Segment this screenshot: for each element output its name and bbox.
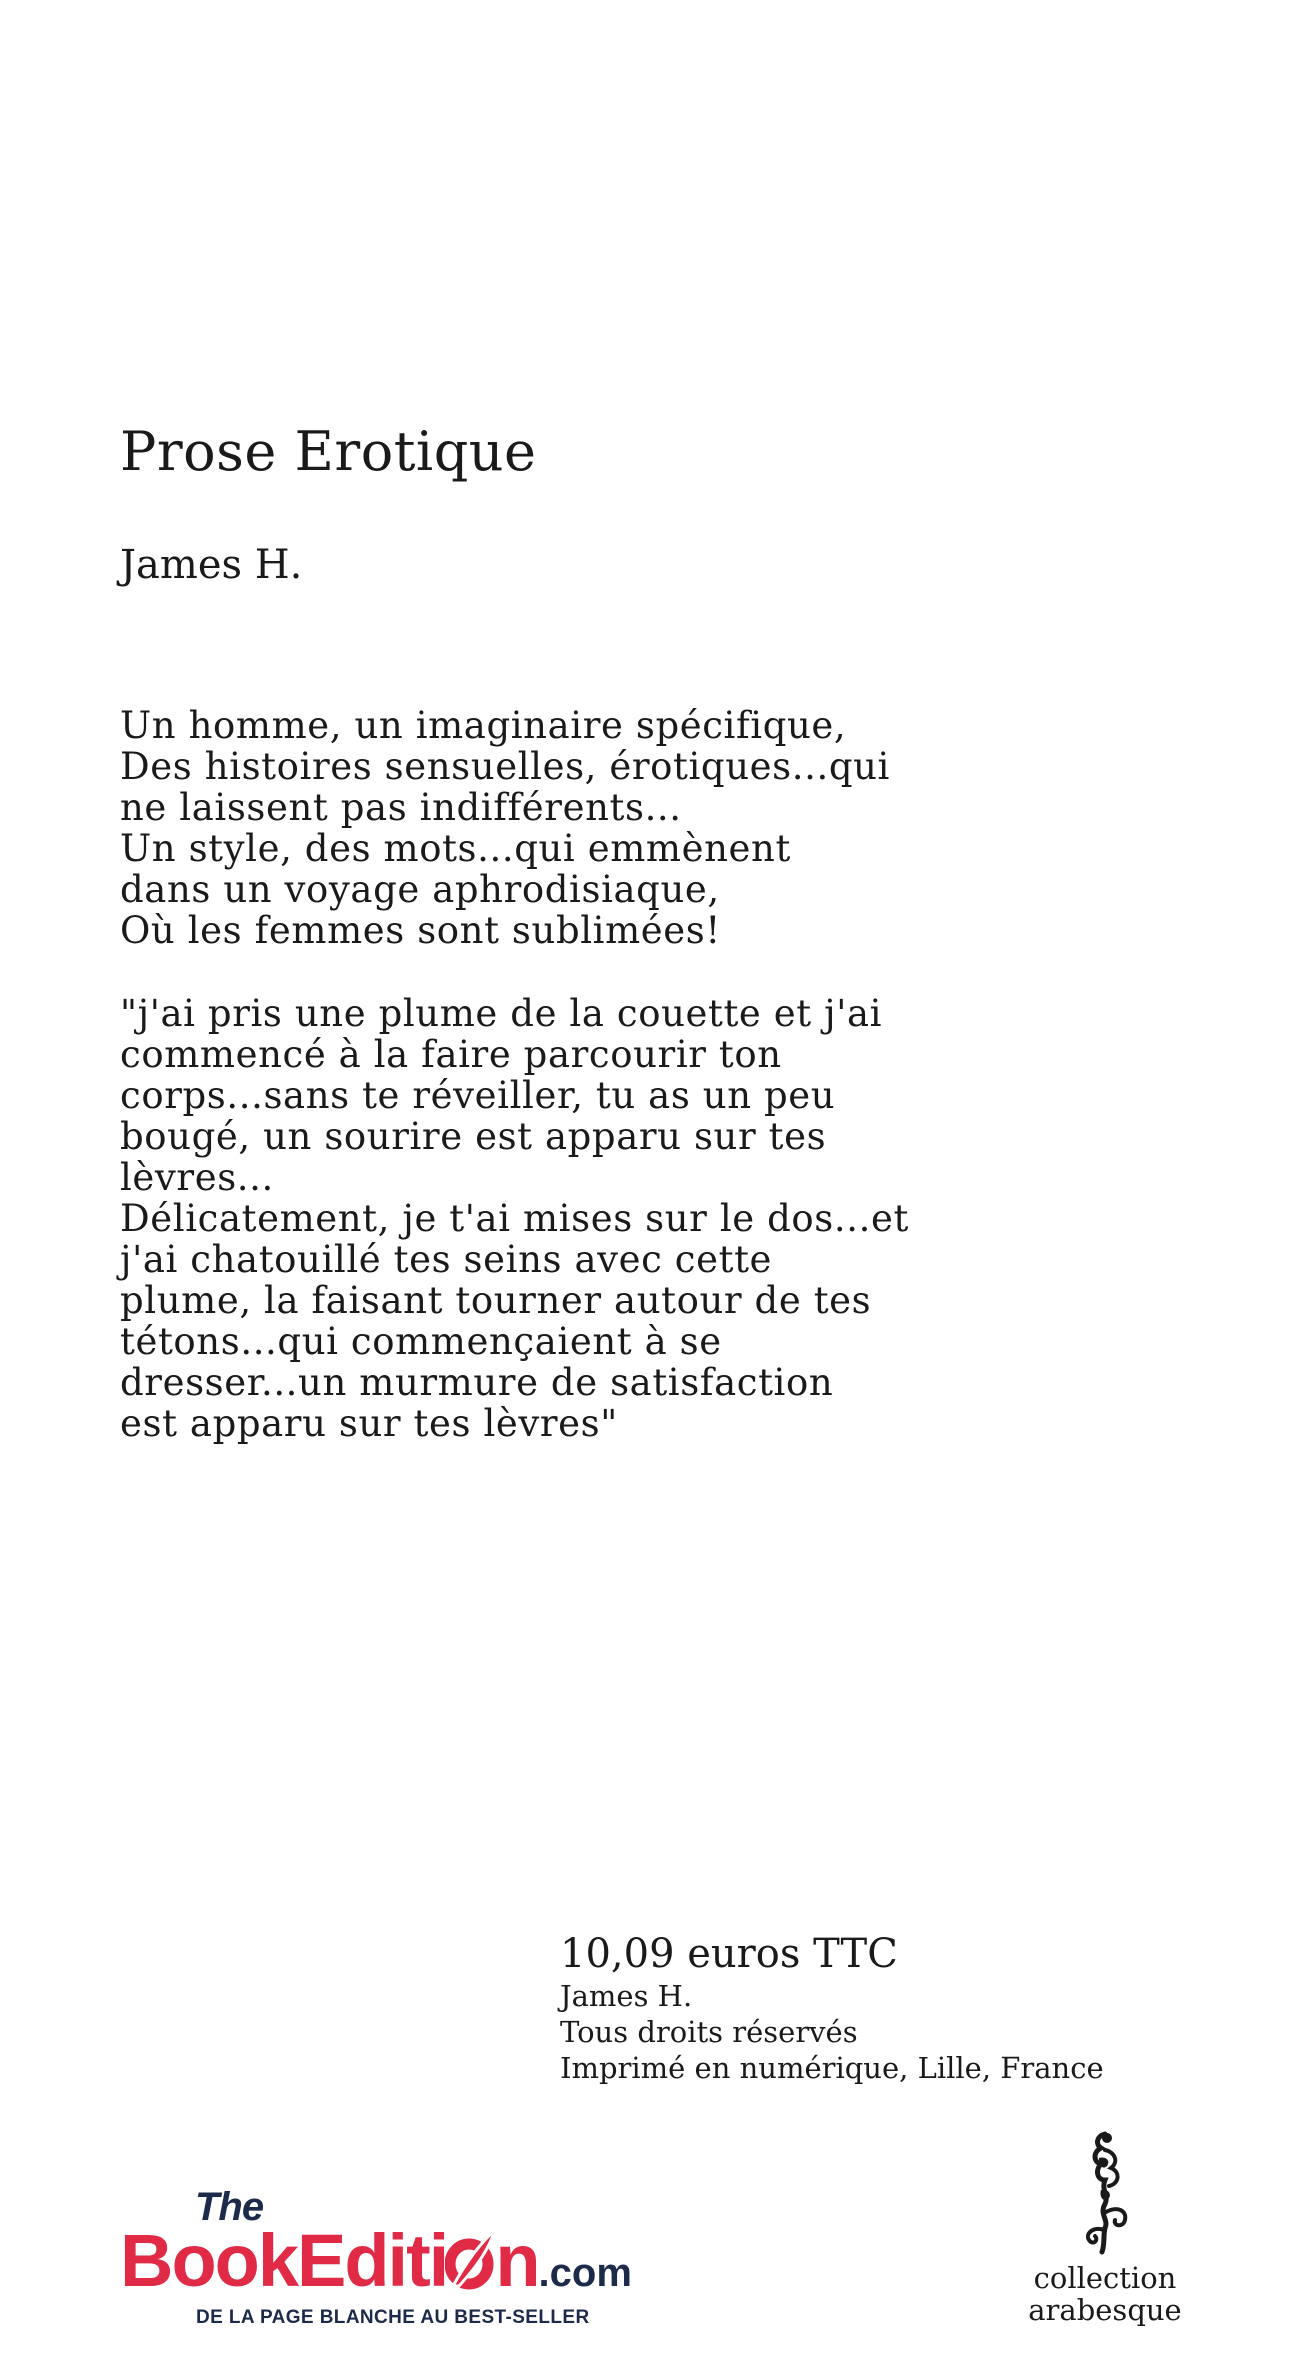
book-title: Prose Erotique	[120, 420, 537, 483]
quill-icon	[445, 2228, 497, 2290]
book-author: James H.	[120, 542, 303, 588]
blurb-line: Un style, des mots...qui emmènent	[120, 827, 791, 870]
blurb-line: commencé à la faire parcourir ton	[120, 1033, 782, 1076]
collection-arabesque-logo	[1025, 2130, 1185, 2326]
blurb-line: tétons...qui commençaient à se	[120, 1320, 722, 1363]
blurb-paragraph-2	[120, 993, 1020, 1444]
bookedition-name-part-1: BookEditi	[120, 2219, 448, 2302]
price: 10,09 euros TTC	[560, 1931, 898, 1977]
blurb-line: ne laissent pas indifférents...	[120, 786, 682, 829]
blurb-line: corps...sans te réveiller, tu as un peu	[120, 1074, 836, 1117]
rights-notice: Tous droits réservés	[560, 2015, 858, 2049]
blurb-line: j'ai chatouillé tes seins avec cette	[120, 1238, 773, 1281]
bookedition-name-part-2: n	[495, 2219, 539, 2302]
printing-notice: Imprimé en numérique, Lille, France	[560, 2051, 1104, 2085]
blurb-line: bougé, un sourire est apparu sur tes	[120, 1115, 827, 1158]
blurb-line: Des histoires sensuelles, érotiques...qui	[120, 745, 890, 788]
blurb-line: Un homme, un imaginaire spécifique,	[120, 704, 847, 747]
back-cover-blurb	[120, 705, 1020, 1486]
blurb-line: Délicatement, je t'ai mises sur le dos...et	[120, 1197, 909, 1240]
imprint-block	[560, 1930, 1104, 2086]
imprint-author: James H.	[560, 1979, 693, 2013]
blurb-line: "j'ai pris une plume de la couette et j'ai	[120, 992, 883, 1035]
blurb-line: lèvres...	[120, 1156, 274, 1199]
blurb-line: dans un voyage aphrodisiaque,	[120, 868, 720, 911]
blurb-line: dresser...un murmure de satisfaction	[120, 1361, 834, 1404]
bookedition-tagline: DE LA PAGE BLANCHE AU BEST-SELLER	[196, 2307, 590, 2328]
bookedition-the: The	[195, 2185, 264, 2229]
collection-label-line-1: collection	[1033, 2261, 1177, 2295]
bookedition-domain: .com	[538, 2251, 632, 2295]
blurb-line: plume, la faisant tourner autour de tes	[120, 1279, 872, 1322]
collection-label-line-2: arabesque	[1028, 2293, 1182, 2327]
blurb-line: Où les femmes sont sublimées!	[120, 909, 721, 952]
arabesque-ornament-icon	[1075, 2130, 1135, 2256]
blurb-line: est apparu sur tes lèvres"	[120, 1402, 618, 1445]
blurb-paragraph-1	[120, 705, 1020, 951]
bookedition-wordmark	[120, 2221, 632, 2313]
